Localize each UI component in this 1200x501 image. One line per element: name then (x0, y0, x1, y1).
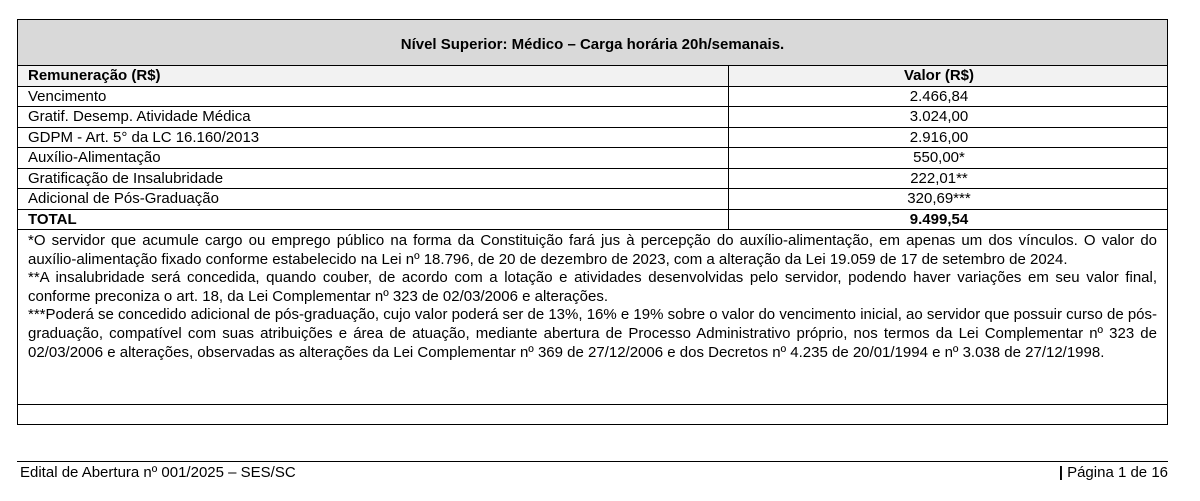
table-total-row (18, 210, 1167, 231)
table-row (18, 148, 1167, 169)
footer-edital: Edital de Abertura nº 001/2025 – SES/SC (20, 464, 296, 481)
blank-row (18, 405, 1167, 424)
table-header-row (18, 66, 1167, 87)
header-value: Valor (R$) (903, 67, 975, 84)
row-value: 2.466,84 (909, 87, 969, 105)
table-row (18, 128, 1167, 149)
footnotes (18, 230, 1167, 405)
footnote-auxilio: *O servidor que acumule cargo ou emprego público na forma da Constituição fará jus à percepção do auxílio-alimentação, em apenas um dos vínculos. O valor do auxílio-alimentação fixado conforme estabelecido na Lei nº 18.796, de 20 de dezembro de 2023, com a alteração da Lei 19.059 de 17 de setembro de 2024. (28, 232, 1157, 268)
table-title: Nível Superior: Médico – Carga horária 20h/semanais. (18, 20, 1167, 66)
row-value: 320,69*** (907, 190, 971, 207)
footer-divider (17, 461, 1168, 462)
row-value: 550,00* (913, 149, 965, 166)
table-row (18, 87, 1167, 108)
total-value: 9.499,54 (909, 210, 969, 228)
row-label: Gratif. Desemp. Atividade Médica (18, 107, 729, 127)
row-label: Vencimento (18, 87, 729, 107)
table-row (18, 107, 1167, 128)
table-row (18, 189, 1167, 210)
footnote-pos-graduacao: ***Poderá se concedido adicional de pós-graduação, cujo valor poderá ser de 13%, 16% e 19% sobre o valor do vencimento inicial, ao servidor que possuir curso de pós-graduação, compatível com suas atribuições e área de atuação, mediante abertura de Processo Administrativo próprio, nos termos da Lei Complementar nº 323 de 02/03/2006 e alterações, observadas as alterações da Lei Complementar nº 369 de 27/12/2006 e dos Decretos nº 4.235 de 20/01/1994 e nº 3.038 de 27/12/1998. (28, 306, 1158, 361)
row-value: 222,01** (910, 169, 968, 187)
row-label: Adicional de Pós-Graduação (18, 189, 729, 209)
row-label: Gratificação de Insalubridade (18, 169, 729, 189)
row-value: 3.024,00 (909, 108, 969, 125)
footer-page-info (1059, 464, 1168, 481)
total-label: TOTAL (18, 210, 729, 230)
header-label: Remuneração (R$) (18, 66, 729, 86)
row-label: Auxílio-Alimentação (18, 148, 729, 168)
row-label: GDPM - Art. 5° da LC 16.160/2013 (18, 128, 729, 148)
table-row (18, 169, 1167, 190)
footnote-insalubridade: **A insalubridade será concedida, quando couber, de acordo com a lotação e atividades desenvolvidas pelo servidor, podendo haver variações em seu valor final, conforme preconiza o art. 18, da Lei Complementar nº 323 de 02/03/2006 e alterações. (28, 269, 1157, 305)
footer-separator: | (1058, 464, 1064, 481)
remuneration-table (17, 19, 1168, 425)
page-number: Página 1 de 16 (1067, 464, 1168, 481)
row-value: 2.916,00 (909, 128, 969, 146)
